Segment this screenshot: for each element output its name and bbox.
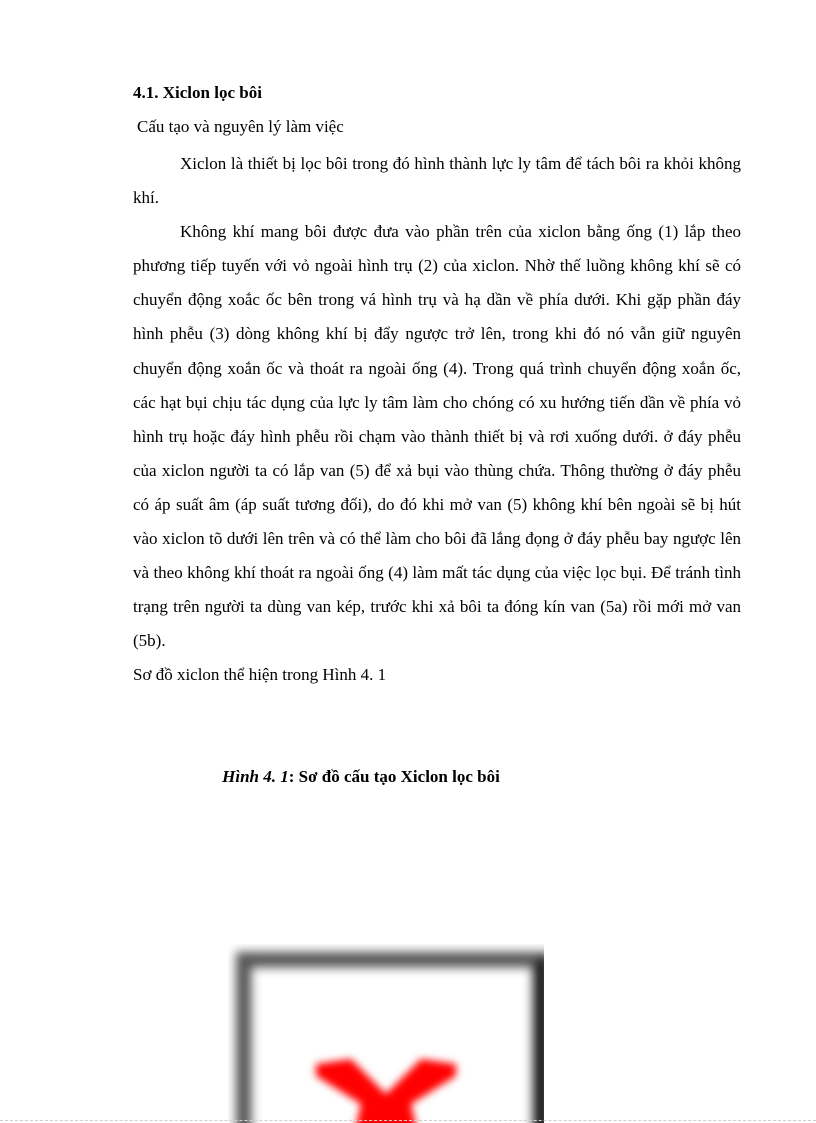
figure-image-placeholder bbox=[228, 944, 544, 1123]
figure-caption bbox=[0, 764, 722, 790]
broken-image-icon bbox=[306, 1054, 466, 1123]
figure-caption-label: Hình 4. 1 bbox=[222, 767, 289, 786]
page-break-line bbox=[0, 1120, 816, 1121]
section-subheading: Cấu tạo và nguyên lý làm việc bbox=[137, 117, 344, 136]
section-heading: 4.1. Xiclon lọc bôi bbox=[133, 83, 262, 102]
body-text bbox=[133, 147, 741, 693]
paragraph-figure-reference: Sơ đồ xiclon thể hiện trong Hình 4. 1 bbox=[133, 665, 387, 685]
figure-caption-title: : Sơ đồ cấu tạo Xiclon lọc bôi bbox=[288, 767, 500, 786]
paragraph-principle: Không khí mang bôi được đưa vào phần trên của xiclon bằng ống (1) lắp theo phương tiếp tuyến với vỏ ngoài hình trụ (2) của xiclon. Nhờ thế luồng không khí sẽ có chuyển động xoắc ốc bên trong vá hình trụ và hạ dần về phía dưới. Khi gặp phần đáy hình phễu (3) dòng không khí bị đẩy ngược trở lên, trong khi đó nó vẫn giữ nguyên chuyển động xoắn ốc và thoát ra ngoài ống (4). Trong quá trình chuyển động xoắn ốc, các hạt bụi chịu tác dụng của lực ly tâm làm cho chóng có xu hướng tiến dần về phía vỏ hình trụ hoặc đáy hình phễu rồi chạm vào thành thiết bị và rơi xuống dưới. ở đáy phễu của xiclon người ta có lắp van (5) để xả bụi vào thùng chứa. Thông thường ở đáy phễu có áp suất âm (áp suất tương đối), do đó khi mở van (5) không khí bên ngoài sẽ bị hút vào xiclon tõ dưới lên trên và có thể làm cho bôi đã lắng đọng ở đáy phễu bay ngược lên và theo không khí thoát ra ngoài ống (4) làm mất tác dụng của việc lọc bụi. Để tránh tình trạng trên người ta dùng van kép, trước khi xả bôi ta đóng kín van (5a) rồi mới mở van (5b). bbox=[133, 222, 741, 651]
paragraph-definition: Xiclon là thiết bị lọc bôi trong đó hình thành lực ly tâm để tách bôi ra khỏi không khí. bbox=[133, 154, 741, 208]
